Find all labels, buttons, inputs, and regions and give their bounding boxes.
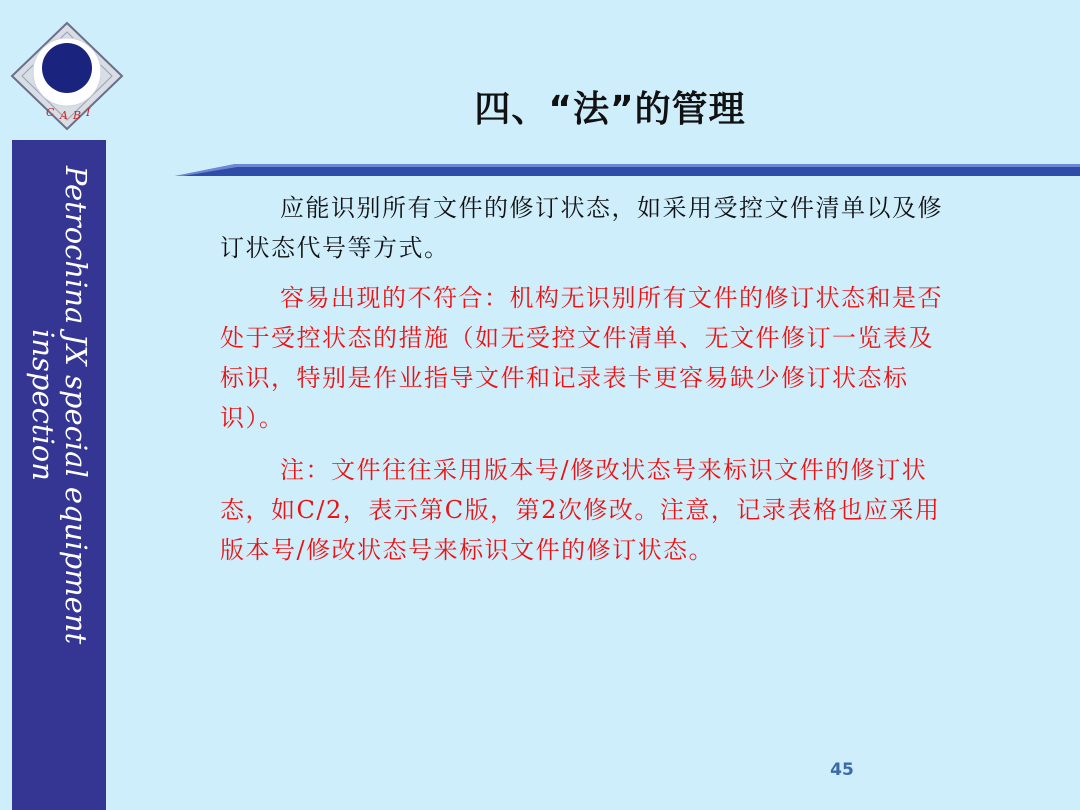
paragraph-requirement: 应能识别所有文件的修订状态，如采用受控文件清单以及修订状态代号等方式。 xyxy=(220,194,943,262)
paragraph-note: 注：文件往往采用版本号/修改状态号来标识文件的修订状态，如C/2，表示第C版，第2次修改。注意，记录表格也应采用版本号/修改状态号来标识文件的修订状态。 xyxy=(220,456,941,564)
slide-title: 四、“法”的管理 xyxy=(474,89,746,130)
header-rule-shape xyxy=(175,158,1080,180)
paragraph-nonconformity: 容易出现的不符合：机构无识别所有文件的修订状态和是否处于受控状态的措施（如无受控文件清单、无文件修订一览表及标识，特别是作业指导文件和记录表卡更容易缺少修订状态标识）。 xyxy=(220,284,943,432)
sidebar-text-container xyxy=(12,140,106,810)
header-rule xyxy=(175,158,1080,180)
svg-text:C: C xyxy=(46,106,55,119)
logo xyxy=(8,20,126,132)
sidebar-band xyxy=(12,140,106,810)
svg-text:B: B xyxy=(73,109,82,122)
page-number: 45 xyxy=(830,760,854,780)
sidebar-vertical-text: Petrochina JX special equipment inspection xyxy=(26,165,93,645)
svg-text:I: I xyxy=(86,106,91,119)
cabi-emblem-icon xyxy=(8,20,126,132)
svg-text:A: A xyxy=(60,109,68,122)
body-text xyxy=(220,188,950,574)
